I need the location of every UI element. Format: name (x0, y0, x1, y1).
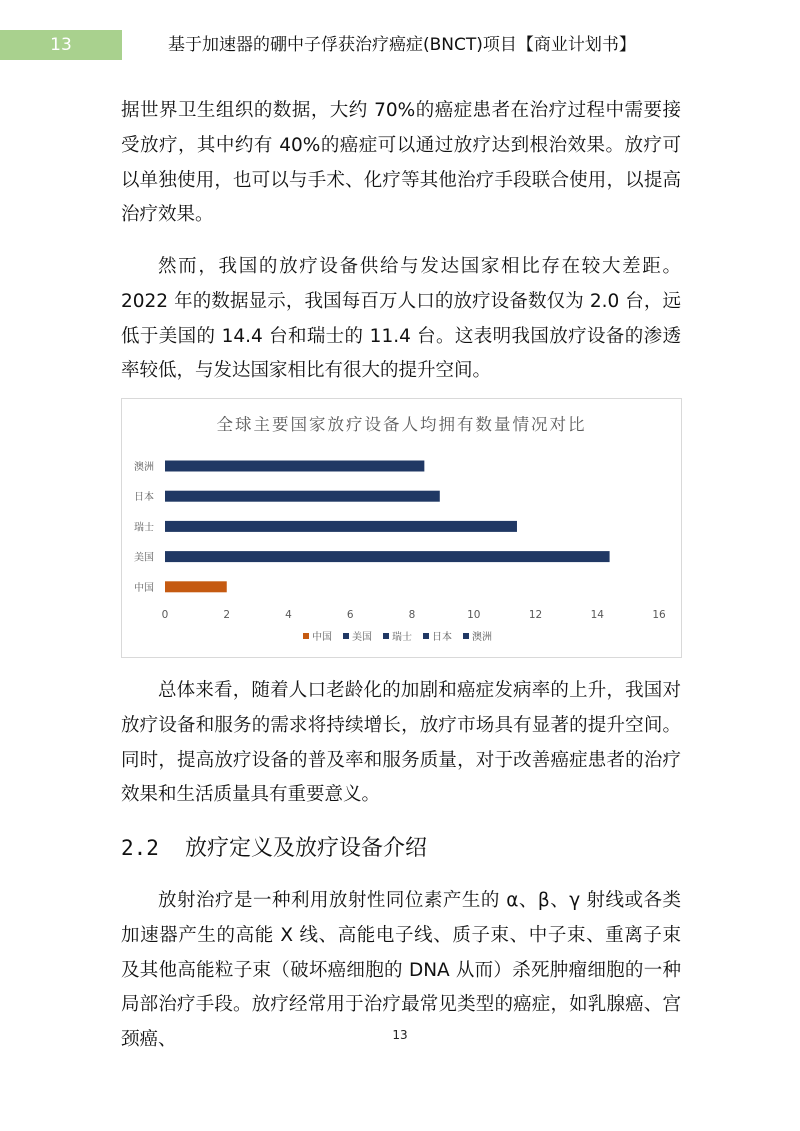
paragraph-summary: 总体来看，随着人口老龄化的加剧和癌症发病率的上升，我国对放疗设备和服务的需求将持续增长，放疗市场具有显著的提升空间。同时，提高放疗设备的普及率和服务质量，对于改善癌症患者的治疗效果和生活质量具有重要意义。 (121, 680, 681, 806)
bar-chart (122, 399, 681, 657)
section-title: 放疗定义及放疗设备介绍 (184, 836, 427, 861)
chart-x-tick-label: 0 (161, 609, 169, 621)
section-number: 2.2 (121, 836, 159, 860)
chart-x-tick-label: 8 (408, 609, 416, 621)
legend-label: 瑞士 (392, 632, 412, 643)
header-page-number: 13 (50, 35, 72, 55)
chart-category-label: 美国 (134, 552, 154, 564)
legend-label: 澳洲 (472, 632, 492, 643)
footer-page-number: 13 (392, 1028, 408, 1042)
paragraph-who-data: 据世界卫生组织的数据，大约 70%的癌症患者在治疗过程中需要接受放疗，其中约有 40%的癌症可以通过放疗达到根治效果。放疗可以单独使用，也可以与手术、化疗等其他治疗手段联合使用，以提高治疗效果。 (121, 100, 681, 226)
chart-title: 全球主要国家放疗设备人均拥有数量情况对比 (216, 415, 587, 434)
header-title: 基于加速器的硼中子俘获治疗癌症(BNCT)项目【商业计划书】 (168, 35, 636, 55)
chart-category-label: 中国 (134, 582, 154, 594)
legend-swatch (343, 633, 349, 639)
legend-label: 美国 (352, 632, 372, 643)
legend-swatch (383, 633, 389, 639)
chart-x-tick-label: 4 (285, 609, 292, 621)
legend-label: 日本 (432, 632, 452, 643)
chart-bar-4 (165, 581, 227, 592)
legend-swatch (423, 633, 429, 639)
chart-bar-1 (165, 491, 440, 502)
chart-bar-0 (165, 461, 424, 472)
legend-swatch (303, 633, 309, 639)
chart-category-label: 瑞士 (134, 522, 154, 534)
chart-x-tick-label: 2 (223, 609, 231, 621)
chart-bar-2 (165, 521, 517, 532)
chart-category-label: 澳洲 (134, 462, 154, 473)
bar-chart-container (121, 398, 682, 658)
legend-swatch (463, 633, 469, 639)
legend-label: 中国 (312, 632, 332, 643)
section-heading (121, 830, 427, 867)
paragraph-supply-gap: 然而，我国的放疗设备供给与发达国家相比存在较大差距。2022 年的数据显示，我国每百万人口的放疗设备数仅为 2.0 台，远低于美国的 14.4 台和瑞士的 11.4 台。这表明我国放疗设备的渗透率较低，与发达国家相比有很大的提升空间。 (121, 256, 681, 382)
chart-x-tick-label: 12 (528, 609, 543, 621)
chart-category-label: 日本 (134, 492, 154, 504)
chart-bar-3 (165, 551, 610, 562)
chart-x-tick-label: 6 (346, 609, 354, 621)
chart-x-tick-label: 16 (652, 609, 666, 621)
chart-x-tick-label: 14 (590, 609, 604, 621)
paragraph-radiotherapy-definition: 放射治疗是一种利用放射性同位素产生的 α、β、γ 射线或各类加速器产生的高能 X 线、高能电子线、质子束、中子束、重离子束及其他高能粒子束（破坏癌细胞的 DNA 从而）杀死肿瘤细胞的一种局部治疗手段。放疗经常用于治疗最常见类型的癌症，如乳腺癌、宫颈癌、 (121, 890, 681, 1051)
chart-x-tick-label: 10 (467, 609, 481, 621)
